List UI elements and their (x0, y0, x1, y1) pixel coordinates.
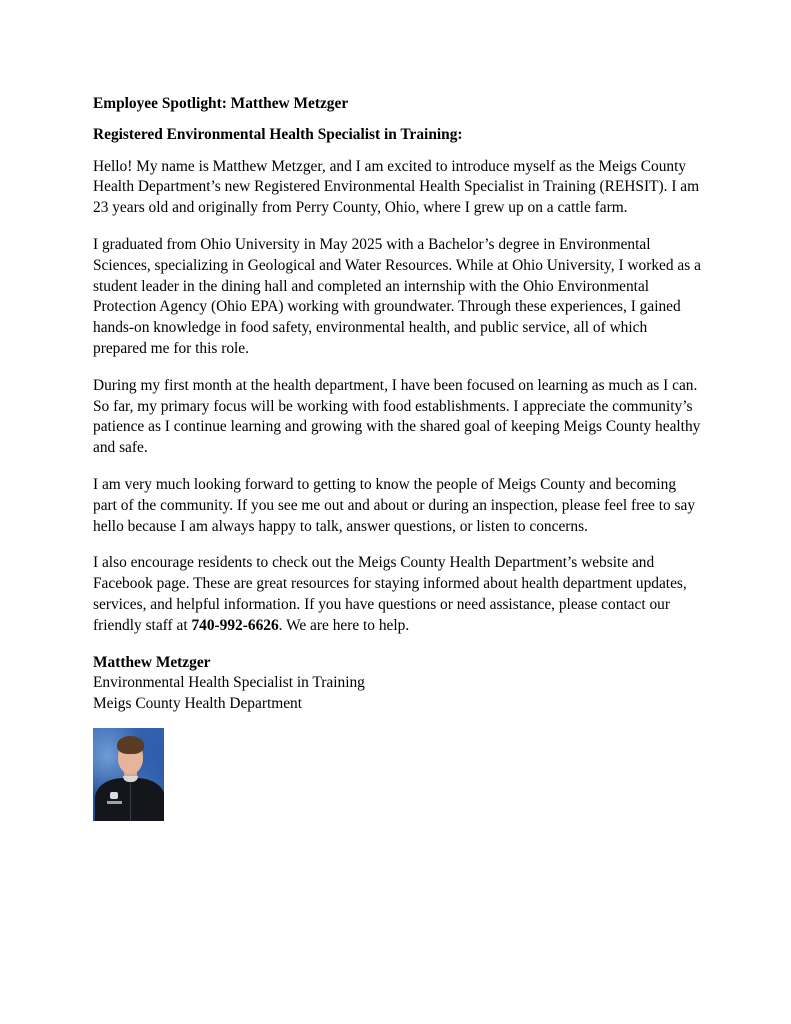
jacket-logo-text (107, 801, 122, 804)
resources-text: I also encourage residents to check out the Meigs County Health Department’s website and Facebook page. These are great resources for staying informed about health department updates, services, and helpful information. If you have questions or need assistance, please contact our friendly staff at (93, 554, 687, 634)
page-title: Employee Spotlight: Matthew Metzger (93, 95, 349, 112)
signature-organization: Meigs County Health Department (93, 695, 303, 713)
paragraph-introduction: Hello! My name is Matthew Metzger, and I am excited to introduce myself as the Meigs County Health Department’s new Registered Environmental Health Specialist in Training (REHSIT). I am 23 years old and originally from Perry County, Ohio, where I grew up on a cattle farm. (93, 157, 700, 217)
signature-role: Environmental Health Specialist in Training (93, 674, 365, 692)
jacket-logo-icon (110, 792, 118, 799)
paragraph-community: I am very much looking forward to getting to know the people of Meigs County and becoming part of the community. If you see me out and about or during an inspection, please feel free to say hello because I am always happy to talk, answer questions, or listen to concerns. (93, 475, 696, 535)
photo-zipper (130, 782, 131, 821)
resources-closing: . We are here to help. (278, 616, 410, 634)
document-page (93, 94, 703, 715)
portrait-photo (93, 728, 164, 821)
signature-name: Matthew Metzger (93, 653, 211, 671)
signature-block (93, 653, 703, 715)
page-subtitle: Registered Environmental Health Specialist in Training: (93, 125, 463, 143)
phone-number: 740-992-6626 (191, 616, 279, 634)
paragraph-resources (93, 553, 703, 636)
paragraph-education: I graduated from Ohio University in May 2025 with a Bachelor’s degree in Environmental Sciences, specializing in Geological and Water Resources. While at Ohio University, I worked as a student leader in the dining hall and completed an internship with the Ohio Environmental Protection Agency (Ohio EPA) working with groundwater. Through these experiences, I gained hands-on knowledge in food safety, environmental health, and public service, all of which prepared me for this role. (93, 235, 701, 357)
photo-hair (117, 736, 144, 754)
paragraph-first-month: During my first month at the health department, I have been focused on learning as much as I can. So far, my primary focus will be working with food establishments. I appreciate the community’s patience as I continue learning and growing with the shared goal of keeping Meigs County healthy and safe. (93, 376, 701, 457)
